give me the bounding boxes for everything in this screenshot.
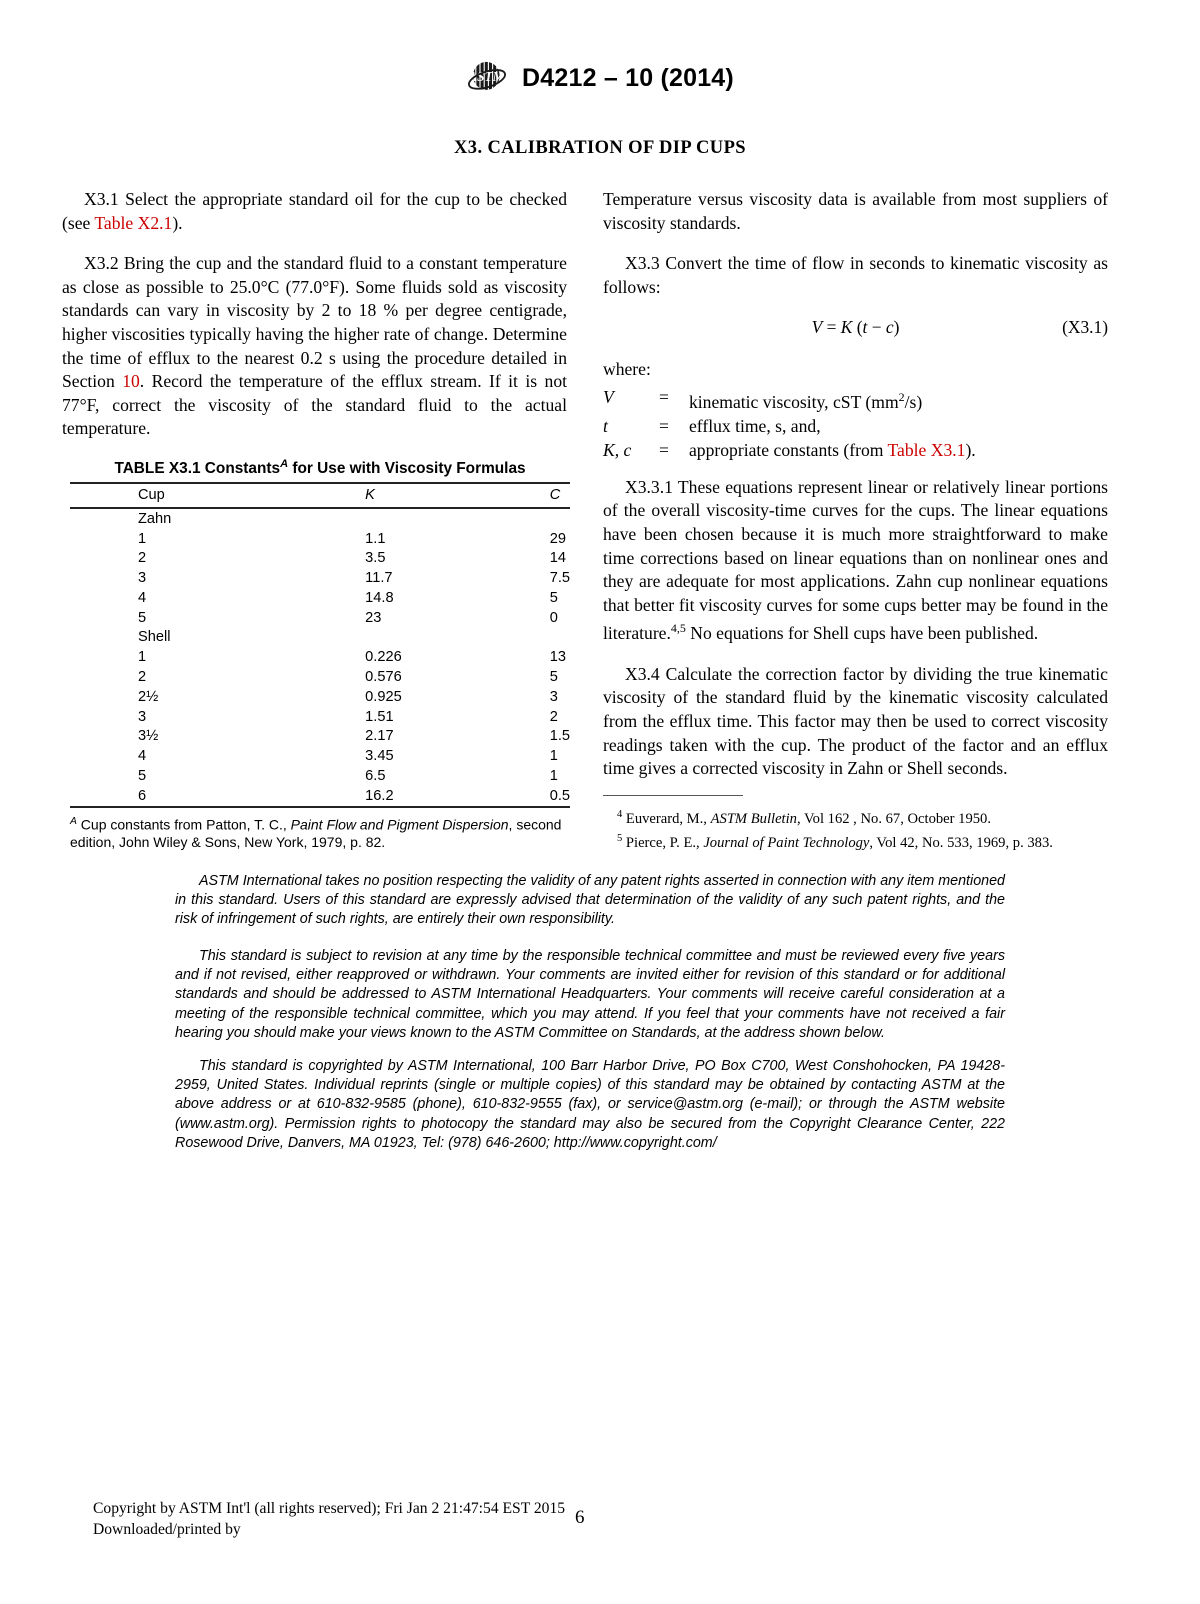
table-head: [70, 483, 570, 508]
cell-k: [217, 628, 402, 648]
cell-c: [402, 508, 570, 529]
table-caption-rest: for Use with Viscosity Formulas: [288, 460, 526, 478]
footnote-ref-4-5[interactable]: 4,5: [670, 621, 686, 636]
paragraph-x3-3-1-text-b: No equations for Shell cups have been published.: [685, 623, 1039, 644]
cell-cup: 3: [138, 708, 147, 725]
cell-cup: 3½: [138, 728, 159, 745]
cell-c: 3: [549, 688, 558, 705]
cell-c: 1: [549, 748, 558, 765]
table-footnote-text-1: Cup constants from Patton, T. C.,: [76, 816, 291, 833]
definition-row: [603, 438, 1108, 462]
column-header-cup: Cup: [138, 487, 165, 504]
paragraph-x3-1-text-a: X3.1 Select the appropriate standard oil for the cup to be checked (see: [62, 189, 567, 233]
legal-revision-text: This standard is subject to revision at any time by the responsible technical committee and must be reviewed every five years and if not revised, either reapproved or withdrawn. Your comments are invited either for revision of this standard or for additional standards and should be addressed to ASTM International Headquarters. Your comments will receive careful consideration at a meeting of the responsible technical committee, which you may attend. If you feel that your comments have not received a fair hearing you should make your views known to the ASTM Committee on Standards, at the address shown below.: [175, 948, 1005, 1041]
table-caption: [70, 458, 570, 482]
table-row: [70, 667, 570, 687]
cell-k: 2.17: [365, 728, 394, 745]
cell-cup: 5: [138, 767, 147, 784]
table-row: [70, 648, 570, 668]
footnote-author: Euverard, M.,: [622, 810, 711, 827]
legal-patent-notice: [175, 872, 1005, 930]
cell-c: 13: [549, 649, 566, 666]
footnote-separator-rule: [603, 795, 743, 796]
footnote-source-title: Journal of Paint Technology: [703, 835, 870, 852]
constants-table: [70, 482, 570, 808]
paragraph-temperature-note: Temperature versus viscosity data is available from most suppliers of viscosity standards.: [603, 189, 1108, 233]
paragraph-x3-1-text-b: ).: [172, 212, 183, 233]
cell-k: 3.5: [365, 550, 386, 567]
table-footnote-text-2: , second edition, John Wiley & Sons, New York, 1979, p. 82.: [70, 816, 562, 850]
table-body: [70, 508, 570, 807]
table-footnote-marker: A: [70, 815, 77, 827]
column-header-c: C: [549, 487, 561, 504]
standard-designation: D4212 – 10 (2014): [522, 63, 734, 92]
footer-copyright-line: Copyright by ASTM Int'l (all rights reserved); Fri Jan 2 21:47:54 EST 2015: [93, 1500, 566, 1517]
page-header: [0, 58, 1200, 98]
table-row: [70, 628, 570, 648]
definition-value: efflux time, s, and,: [689, 415, 821, 436]
link-table-x2-1[interactable]: Table X2.1: [94, 212, 173, 233]
definition-value: appropriate constants (from Table X3.1).: [689, 439, 976, 460]
footnote-author: Pierce, P. E.,: [622, 835, 704, 852]
paragraph-x3-4: X3.4 Calculate the correction factor by dividing the true kinematic viscosity of the standard fluid by the kinematic viscosity calculated from the efflux time. This factor may then be used to correct viscosity readings taken with the cup. The product of the factor and an efflux time gives a corrected viscosity in Zahn or Shell seconds.: [603, 663, 1108, 779]
cell-cup: 1: [138, 530, 147, 547]
definition-row: [603, 385, 1108, 414]
cell-c: 5: [549, 589, 558, 606]
paragraph-x3-2-text-a: X3.2 Bring the cup and the standard fluid to a constant temperature as close as possible to 25.0°C (77.0°F). Some fluids sold as viscosity standards can vary in viscosity by 2 to 18 % per degree centigrade, higher viscosities typically having the higher rate of change. Determine the time of efflux to the nearest 0.2 s using the procedure detailed in Section: [62, 253, 567, 392]
cell-c: 5: [549, 668, 558, 685]
cell-c: 0.5: [549, 787, 570, 804]
cell-cup: Zahn: [138, 510, 172, 527]
footnote-block: [603, 795, 1108, 854]
cell-k: 16.2: [365, 787, 394, 804]
cell-cup: 3: [138, 570, 147, 587]
svg-text:ASTM: ASTM: [468, 68, 505, 84]
cell-k: 3.45: [365, 748, 394, 765]
symbol-definition-list: [603, 385, 1108, 462]
page-number: 6: [575, 1507, 585, 1528]
legal-copyright-notice: [175, 1057, 1005, 1153]
footnote-source-title: ASTM Bulletin: [710, 810, 797, 827]
cell-cup: 2: [138, 550, 147, 567]
cell-cup: 4: [138, 589, 147, 606]
table-caption-footnote-marker: A: [280, 458, 289, 470]
cell-c: 2: [549, 708, 558, 725]
right-column: [603, 188, 1108, 798]
cell-k: 6.5: [365, 767, 386, 784]
legal-copyright-text: This standard is copyrighted by ASTM International, 100 Barr Harbor Drive, PO Box C700, West Conshohocken, PA 19428-2959, United States. Individual reprints (single or multiple copies) of this standard may be obtained by contacting ASTM at the above address or at 610-832-9585 (phone), 610-832-9555 (fax), or service@astm.org (e-mail); or through the ASTM website (www.astm.org). Permission rights to photocopy the standard may also be secured from the Copyright Clearance Center, 222 Rosewood Drive, Danvers, MA 01923, Tel: (978) 646-2600; http://www.copyright.com/: [175, 1058, 1005, 1151]
cell-k: 14.8: [365, 589, 394, 606]
table-row: [70, 747, 570, 767]
definition-value: kinematic viscosity, cST $(mm^2/s)$: [689, 389, 923, 412]
cell-c: 1: [549, 767, 558, 784]
footnote-item: [603, 829, 1108, 853]
equation-x3-1-row: [603, 316, 1108, 342]
footnote-number: 5: [617, 833, 623, 845]
cell-k: 1.1: [365, 530, 386, 547]
table-row: [70, 529, 570, 549]
table-row: [70, 786, 570, 807]
cell-k: 0.226: [365, 649, 402, 666]
section-heading: X3. CALIBRATION OF DIP CUPS: [454, 138, 746, 158]
footnote-citation-detail: , Vol 42, No. 533, 1969, p. 383.: [869, 835, 1053, 852]
paragraph-x3-3: X3.3 Convert the time of flow in seconds to kinematic viscosity as follows:: [603, 253, 1108, 297]
link-section-10[interactable]: 10: [122, 371, 140, 392]
table-row: [70, 568, 570, 588]
cell-c: 0: [549, 609, 558, 626]
cell-cup: 5: [138, 609, 147, 626]
cell-cup: 2½: [138, 688, 159, 705]
paragraph-x3-2: [62, 252, 567, 441]
cell-cup: 6: [138, 787, 147, 804]
where-label: where:: [603, 359, 651, 380]
left-column: [62, 188, 567, 458]
table-row: [70, 766, 570, 786]
table-row: [70, 508, 570, 529]
legal-patent-text: ASTM International takes no position respecting the validity of any patent rights asserted in connection with any item mentioned in this standard. Users of this standard are expressly advised that determination of the validity of any such patent rights, and the risk of infringement of such rights, are entirely their own responsibility.: [175, 873, 1005, 928]
cell-c: 29: [549, 530, 566, 547]
table-row: [70, 727, 570, 747]
legal-revision-notice: [175, 947, 1005, 1043]
table-footnote-italic-title: Paint Flow and Pigment Dispersion: [290, 816, 509, 833]
definition-symbol: V: [603, 386, 614, 407]
table-x3-1: [70, 458, 570, 852]
table-header-row: [70, 483, 570, 508]
definition-equals: =: [659, 439, 669, 460]
cell-cup: Shell: [138, 629, 171, 646]
table-caption-main: TABLE X3.1 Constants: [114, 460, 281, 478]
cell-k: [217, 508, 402, 529]
astm-logo-icon: [466, 58, 508, 98]
column-header-k: K: [365, 487, 375, 504]
cell-cup: 4: [138, 748, 147, 765]
cell-k: 0.925: [365, 688, 402, 705]
definition-equals: =: [659, 386, 669, 407]
cell-k: 11.7: [365, 570, 393, 587]
table-row: [70, 608, 570, 628]
footnote-item: [603, 805, 1108, 829]
footnote-citation-detail: , Vol 162 , No. 67, October 1950.: [796, 810, 991, 827]
paragraph-x3-2-text-b: . Record the temperature of the efflux stream. If it is not 77°F, correct the viscosity of the standard fluid to the actual temperature.: [62, 371, 568, 439]
cell-k: 1.51: [365, 708, 394, 725]
equation-x3-1: V = K (t − c): [811, 317, 900, 338]
table-footnote-a: [70, 808, 570, 852]
definition-symbol: t: [603, 415, 608, 436]
cell-k: 0.576: [365, 668, 402, 685]
table-row: [70, 707, 570, 727]
cell-cup: 1: [138, 649, 147, 666]
paragraph-x3-1: [62, 188, 567, 235]
definition-symbol: K, c: [603, 439, 632, 460]
cell-c: 1.5: [549, 728, 570, 745]
cell-c: 7.5: [549, 570, 570, 587]
definition-row: [603, 414, 1108, 438]
footnote-list: [603, 805, 1108, 854]
cell-c: 14: [549, 550, 566, 567]
cell-k: 23: [365, 609, 382, 626]
cell-c: [402, 628, 570, 648]
paragraph-x3-3-1-text-a: X3.3.1 These equations represent linear or relatively linear portions of the overall viscosity-time curves for the cups. The linear equations have been chosen because it is much more straightforward to make time corrections based on linear equations than on nonlinear ones and they are adequate for most applications. Zahn cup nonlinear equations that better fit viscosity curves for some cups better may be found in the literature.: [603, 476, 1108, 644]
footer-downloaded-line: Downloaded/printed by: [93, 1521, 241, 1538]
page-footer: [93, 1498, 613, 1540]
table-row: [70, 687, 570, 707]
table-row: [70, 588, 570, 608]
definition-equals: =: [659, 415, 669, 436]
footnote-number: 4: [617, 809, 623, 820]
table-row: [70, 549, 570, 569]
equation-x3-1-number: (X3.1): [1062, 317, 1108, 338]
cell-cup: 2: [138, 668, 147, 685]
paragraph-x3-3-1: [603, 476, 1108, 646]
